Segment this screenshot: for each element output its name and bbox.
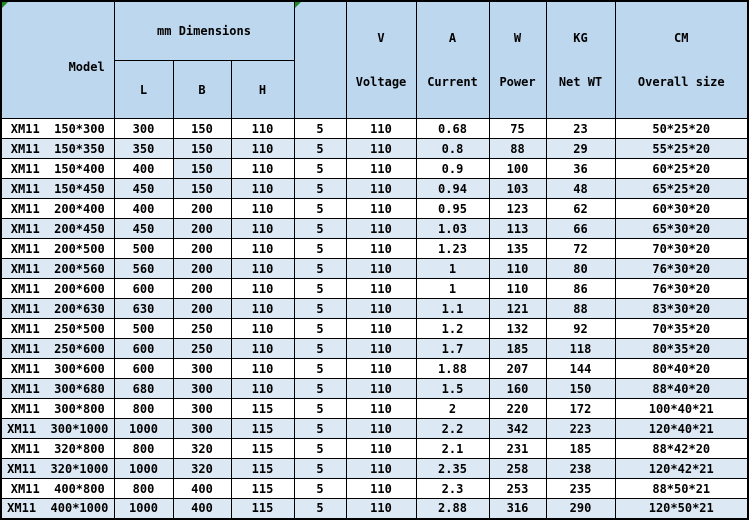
- cell-power[interactable]: 110: [489, 279, 546, 299]
- cell-current[interactable]: 2.35: [416, 459, 489, 479]
- cell-h[interactable]: 110: [231, 119, 294, 139]
- cell-b[interactable]: 300: [173, 379, 231, 399]
- cell-net-wt[interactable]: 290: [546, 499, 615, 519]
- header-voltage-unit: V: [377, 30, 385, 45]
- cell-model[interactable]: XM11 200*560: [1, 259, 114, 279]
- cell-model[interactable]: XM11 300*1000: [1, 419, 114, 439]
- cell-power[interactable]: 132: [489, 319, 546, 339]
- cell-p[interactable]: 5: [294, 299, 346, 319]
- cell-current[interactable]: 0.9: [416, 159, 489, 179]
- cell-p[interactable]: 5: [294, 319, 346, 339]
- cell-model[interactable]: XM11 150*400: [1, 159, 114, 179]
- cell-voltage[interactable]: 110: [346, 299, 416, 319]
- header-net-wt-unit: KG: [573, 30, 588, 45]
- cell-p[interactable]: 5: [294, 199, 346, 219]
- cell-power[interactable]: 100: [489, 159, 546, 179]
- cell-b[interactable]: 150: [173, 179, 231, 199]
- cell-overall-size[interactable]: 65*30*20: [615, 219, 748, 239]
- cell-h[interactable]: 110: [231, 139, 294, 159]
- cell-net-wt[interactable]: 150: [546, 379, 615, 399]
- cell-b[interactable]: 300: [173, 399, 231, 419]
- cell-b[interactable]: 400: [173, 499, 231, 519]
- cell-current[interactable]: 1: [416, 259, 489, 279]
- cell-net-wt[interactable]: 48: [546, 179, 615, 199]
- cell-overall-size[interactable]: 80*35*20: [615, 339, 748, 359]
- cell-b[interactable]: 250: [173, 319, 231, 339]
- cell-overall-size[interactable]: 88*40*20: [615, 379, 748, 399]
- cell-voltage[interactable]: 110: [346, 279, 416, 299]
- cell-model[interactable]: XM11 400*800: [1, 479, 114, 499]
- cell-p[interactable]: 5: [294, 239, 346, 259]
- cell-model[interactable]: XM11 320*800: [1, 439, 114, 459]
- cell-power[interactable]: 110: [489, 259, 546, 279]
- cell-b[interactable]: 200: [173, 279, 231, 299]
- cell-current[interactable]: 0.94: [416, 179, 489, 199]
- cell-b[interactable]: 320: [173, 439, 231, 459]
- cell-l[interactable]: 400: [114, 159, 173, 179]
- header-current-label: Current: [427, 74, 478, 89]
- cell-power[interactable]: 113: [489, 219, 546, 239]
- cell-current[interactable]: 2.3: [416, 479, 489, 499]
- cell-voltage[interactable]: 110: [346, 399, 416, 419]
- cell-net-wt[interactable]: 86: [546, 279, 615, 299]
- cell-net-wt[interactable]: 235: [546, 479, 615, 499]
- header-b[interactable]: B: [173, 61, 231, 119]
- cell-voltage[interactable]: 110: [346, 159, 416, 179]
- table-row: [1, 199, 748, 219]
- cell-l[interactable]: 800: [114, 439, 173, 459]
- cell-overall-size[interactable]: 120*40*21: [615, 419, 748, 439]
- header-net-wt-label: Net WT: [558, 74, 603, 89]
- cell-b[interactable]: 250: [173, 339, 231, 359]
- cell-current[interactable]: 1.1: [416, 299, 489, 319]
- header-power[interactable]: [489, 1, 546, 119]
- cell-voltage[interactable]: 110: [346, 219, 416, 239]
- table-row: [1, 339, 748, 359]
- cell-overall-size[interactable]: 88*50*21: [615, 479, 748, 499]
- cell-net-wt[interactable]: 92: [546, 319, 615, 339]
- header-overall-size-label: Overall size: [637, 74, 725, 89]
- cell-model[interactable]: XM11 300*600: [1, 359, 114, 379]
- cell-overall-size[interactable]: 80*40*20: [615, 359, 748, 379]
- cell-l[interactable]: 300: [114, 119, 173, 139]
- cell-net-wt[interactable]: 118: [546, 339, 615, 359]
- cell-l[interactable]: 800: [114, 399, 173, 419]
- cell-model[interactable]: XM11 250*600: [1, 339, 114, 359]
- cell-net-wt[interactable]: 88: [546, 299, 615, 319]
- cell-voltage[interactable]: 110: [346, 479, 416, 499]
- table-row: [1, 319, 748, 339]
- table-row: [1, 439, 748, 459]
- cell-b[interactable]: 150: [173, 119, 231, 139]
- cell-h[interactable]: 115: [231, 399, 294, 419]
- table-row: [1, 479, 748, 499]
- cell-overall-size[interactable]: 70*35*20: [615, 319, 748, 339]
- cell-h[interactable]: 115: [231, 499, 294, 519]
- cell-h[interactable]: 110: [231, 219, 294, 239]
- cell-l[interactable]: 600: [114, 279, 173, 299]
- cell-b[interactable]: 300: [173, 359, 231, 379]
- cell-model[interactable]: XM11 150*350: [1, 139, 114, 159]
- cell-overall-size[interactable]: 76*30*20: [615, 279, 748, 299]
- cell-power[interactable]: 103: [489, 179, 546, 199]
- cell-voltage[interactable]: 110: [346, 439, 416, 459]
- cell-power[interactable]: 258: [489, 459, 546, 479]
- table-row: [1, 279, 748, 299]
- cell-model[interactable]: XM11 200*600: [1, 279, 114, 299]
- cell-b[interactable]: 150: [173, 159, 231, 179]
- cell-overall-size[interactable]: 55*25*20: [615, 139, 748, 159]
- cell-p[interactable]: 5: [294, 439, 346, 459]
- cell-overall-size[interactable]: 88*42*20: [615, 439, 748, 459]
- cell-l[interactable]: 1000: [114, 499, 173, 519]
- cell-l[interactable]: 1000: [114, 459, 173, 479]
- cell-p[interactable]: 5: [294, 399, 346, 419]
- cell-l[interactable]: 350: [114, 139, 173, 159]
- cell-current[interactable]: 1.23: [416, 239, 489, 259]
- cell-net-wt[interactable]: 80: [546, 259, 615, 279]
- cell-h[interactable]: 115: [231, 459, 294, 479]
- cell-p[interactable]: 5: [294, 499, 346, 519]
- table-row: [1, 259, 748, 279]
- cell-p[interactable]: 5: [294, 419, 346, 439]
- cell-l[interactable]: 600: [114, 359, 173, 379]
- table-row: [1, 119, 748, 139]
- cell-overall-size[interactable]: 83*30*20: [615, 299, 748, 319]
- table-row: [1, 299, 748, 319]
- table-row: [1, 419, 748, 439]
- cell-b[interactable]: 150: [173, 139, 231, 159]
- cell-current[interactable]: 2.88: [416, 499, 489, 519]
- header-current-unit: A: [448, 30, 457, 45]
- cell-current[interactable]: 1.7: [416, 339, 489, 359]
- cell-overall-size[interactable]: 60*25*20: [615, 159, 748, 179]
- cell-model[interactable]: XM11 150*300: [1, 119, 114, 139]
- cell-h[interactable]: 115: [231, 479, 294, 499]
- cell-l[interactable]: 600: [114, 339, 173, 359]
- cell-b[interactable]: 300: [173, 419, 231, 439]
- table-row: [1, 399, 748, 419]
- cell-p[interactable]: 5: [294, 359, 346, 379]
- cell-b[interactable]: 320: [173, 459, 231, 479]
- header-l[interactable]: L: [114, 61, 173, 119]
- cell-l[interactable]: 500: [114, 239, 173, 259]
- cell-p[interactable]: 5: [294, 119, 346, 139]
- cell-voltage[interactable]: 110: [346, 359, 416, 379]
- cell-b[interactable]: 200: [173, 299, 231, 319]
- cell-h[interactable]: 110: [231, 259, 294, 279]
- header-voltage-label: Voltage: [355, 74, 407, 89]
- cell-power[interactable]: 220: [489, 399, 546, 419]
- cell-l[interactable]: 1000: [114, 419, 173, 439]
- cell-p[interactable]: 5: [294, 459, 346, 479]
- cell-current[interactable]: 0.8: [416, 139, 489, 159]
- cell-voltage[interactable]: 110: [346, 239, 416, 259]
- cell-h[interactable]: 110: [231, 339, 294, 359]
- cell-current[interactable]: 2: [416, 399, 489, 419]
- cell-net-wt[interactable]: 72: [546, 239, 615, 259]
- cell-l[interactable]: 500: [114, 319, 173, 339]
- cell-current[interactable]: 1.03: [416, 219, 489, 239]
- cell-l[interactable]: 450: [114, 219, 173, 239]
- cell-h[interactable]: 110: [231, 159, 294, 179]
- cell-voltage[interactable]: 110: [346, 459, 416, 479]
- cell-voltage[interactable]: 110: [346, 179, 416, 199]
- cell-overall-size[interactable]: 100*40*21: [615, 399, 748, 419]
- header-net-wt[interactable]: [546, 1, 615, 119]
- cell-l[interactable]: 450: [114, 179, 173, 199]
- cell-overall-size[interactable]: 76*30*20: [615, 259, 748, 279]
- cell-current[interactable]: 0.95: [416, 199, 489, 219]
- cell-net-wt[interactable]: 62: [546, 199, 615, 219]
- cell-net-wt[interactable]: 23: [546, 119, 615, 139]
- cell-model[interactable]: XM11 200*500: [1, 239, 114, 259]
- cell-l[interactable]: 630: [114, 299, 173, 319]
- cell-h[interactable]: 110: [231, 319, 294, 339]
- cell-overall-size[interactable]: 70*30*20: [615, 239, 748, 259]
- cell-power[interactable]: 88: [489, 139, 546, 159]
- table-row: [1, 179, 748, 199]
- cell-current[interactable]: 2.2: [416, 419, 489, 439]
- cell-power[interactable]: 75: [489, 119, 546, 139]
- cell-l[interactable]: 560: [114, 259, 173, 279]
- cell-h[interactable]: 115: [231, 439, 294, 459]
- header-mm-dimensions[interactable]: mm Dimensions: [114, 1, 294, 61]
- cell-model[interactable]: XM11 250*500: [1, 319, 114, 339]
- cell-p[interactable]: 5: [294, 179, 346, 199]
- header-overall-size[interactable]: [615, 1, 748, 119]
- cell-p[interactable]: 5: [294, 139, 346, 159]
- table-row: [1, 159, 748, 179]
- cell-voltage[interactable]: 110: [346, 379, 416, 399]
- cell-p[interactable]: 5: [294, 479, 346, 499]
- cell-power[interactable]: 121: [489, 299, 546, 319]
- cell-voltage[interactable]: 110: [346, 339, 416, 359]
- cell-power[interactable]: 207: [489, 359, 546, 379]
- cell-overall-size[interactable]: 65*25*20: [615, 179, 748, 199]
- cell-model[interactable]: XM11 320*1000: [1, 459, 114, 479]
- header-p[interactable]: [294, 1, 346, 119]
- cell-p[interactable]: 5: [294, 339, 346, 359]
- table-row: [1, 359, 748, 379]
- header-power-unit: W: [513, 30, 522, 45]
- table-row: [1, 219, 748, 239]
- cell-model[interactable]: XM11 200*400: [1, 199, 114, 219]
- cell-power[interactable]: 253: [489, 479, 546, 499]
- cell-power[interactable]: 135: [489, 239, 546, 259]
- cell-b[interactable]: 200: [173, 199, 231, 219]
- cell-power[interactable]: 316: [489, 499, 546, 519]
- cell-net-wt[interactable]: 66: [546, 219, 615, 239]
- header-current[interactable]: [416, 1, 489, 119]
- cell-b[interactable]: 200: [173, 219, 231, 239]
- cell-voltage[interactable]: 110: [346, 119, 416, 139]
- cell-h[interactable]: 110: [231, 179, 294, 199]
- cell-model[interactable]: XM11 200*630: [1, 299, 114, 319]
- header-voltage[interactable]: [346, 1, 416, 119]
- cell-voltage[interactable]: 110: [346, 259, 416, 279]
- cell-net-wt[interactable]: 172: [546, 399, 615, 419]
- cell-h[interactable]: 110: [231, 239, 294, 259]
- header-overall-size-unit: CM: [674, 30, 689, 45]
- cell-current[interactable]: 1: [416, 279, 489, 299]
- cell-p[interactable]: 5: [294, 259, 346, 279]
- table-row: [1, 139, 748, 159]
- header-power-label: Power: [499, 74, 536, 89]
- cell-h[interactable]: 110: [231, 299, 294, 319]
- cell-voltage[interactable]: 110: [346, 139, 416, 159]
- cell-b[interactable]: 400: [173, 479, 231, 499]
- cell-current[interactable]: 2.1: [416, 439, 489, 459]
- cell-net-wt[interactable]: 29: [546, 139, 615, 159]
- error-indicator-icon: [295, 2, 301, 8]
- cell-h[interactable]: 110: [231, 279, 294, 299]
- cell-current[interactable]: 1.2: [416, 319, 489, 339]
- cell-model[interactable]: XM11 200*450: [1, 219, 114, 239]
- cell-voltage[interactable]: 110: [346, 319, 416, 339]
- cell-current[interactable]: 1.88: [416, 359, 489, 379]
- cell-current[interactable]: 1.5: [416, 379, 489, 399]
- cell-h[interactable]: 110: [231, 379, 294, 399]
- cell-overall-size[interactable]: 120*42*21: [615, 459, 748, 479]
- table-row: [1, 459, 748, 479]
- cell-b[interactable]: 200: [173, 239, 231, 259]
- table-row: [1, 239, 748, 259]
- cell-power[interactable]: 231: [489, 439, 546, 459]
- cell-p[interactable]: 5: [294, 379, 346, 399]
- cell-model[interactable]: XM11 300*800: [1, 399, 114, 419]
- header-model-label: Model: [68, 60, 105, 75]
- table-body: [1, 119, 748, 519]
- cell-voltage[interactable]: 110: [346, 199, 416, 219]
- cell-overall-size[interactable]: 120*50*21: [615, 499, 748, 519]
- cell-l[interactable]: 400: [114, 199, 173, 219]
- cell-p[interactable]: 5: [294, 219, 346, 239]
- cell-net-wt[interactable]: 223: [546, 419, 615, 439]
- cell-p[interactable]: 5: [294, 279, 346, 299]
- cell-power[interactable]: 123: [489, 199, 546, 219]
- cell-power[interactable]: 342: [489, 419, 546, 439]
- cell-voltage[interactable]: 110: [346, 419, 416, 439]
- table-row: [1, 379, 748, 399]
- cell-model[interactable]: XM11 150*450: [1, 179, 114, 199]
- cell-voltage[interactable]: 110: [346, 499, 416, 519]
- cell-model[interactable]: XM11 400*1000: [1, 499, 114, 519]
- cell-net-wt[interactable]: 36: [546, 159, 615, 179]
- error-indicator-icon: [2, 2, 8, 8]
- header-model[interactable]: [1, 1, 114, 119]
- cell-model[interactable]: XM11 300*680: [1, 379, 114, 399]
- cell-l[interactable]: 800: [114, 479, 173, 499]
- cell-h[interactable]: 110: [231, 199, 294, 219]
- cell-net-wt[interactable]: 185: [546, 439, 615, 459]
- cell-p[interactable]: 5: [294, 159, 346, 179]
- cell-net-wt[interactable]: 144: [546, 359, 615, 379]
- cell-net-wt[interactable]: 238: [546, 459, 615, 479]
- cell-overall-size[interactable]: 60*30*20: [615, 199, 748, 219]
- cell-h[interactable]: 110: [231, 359, 294, 379]
- cell-b[interactable]: 200: [173, 259, 231, 279]
- cell-power[interactable]: 160: [489, 379, 546, 399]
- cell-overall-size[interactable]: 50*25*20: [615, 119, 748, 139]
- cell-power[interactable]: 185: [489, 339, 546, 359]
- table-row: [1, 499, 748, 519]
- cell-h[interactable]: 115: [231, 419, 294, 439]
- header-h[interactable]: H: [231, 61, 294, 119]
- cell-current[interactable]: 0.68: [416, 119, 489, 139]
- cell-l[interactable]: 680: [114, 379, 173, 399]
- table-header: [1, 1, 748, 119]
